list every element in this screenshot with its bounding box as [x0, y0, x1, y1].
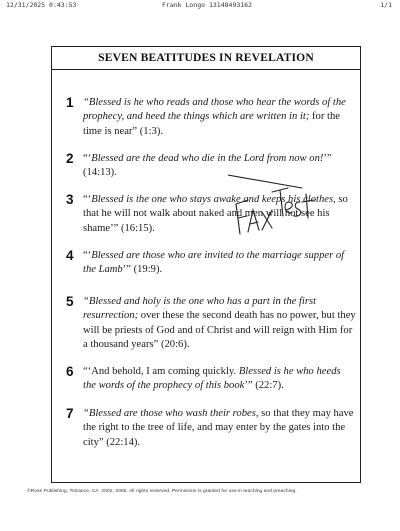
item-text-segment: Blessed is he who heeds the words of the prophecy of this book	[83, 366, 341, 392]
item-text-segment: Blessed are the dead who die in the Lord from now on!	[91, 153, 324, 164]
item-text	[83, 249, 356, 278]
item-number: 4	[66, 248, 74, 263]
item-text-segment: Blessed is the one who stays awake and keeps his clothes,	[91, 194, 336, 205]
fax-page-count: 1/1	[380, 1, 392, 9]
page-title: SEVEN BEATITUDES IN REVELATION	[98, 51, 314, 64]
copyright-footer: ©Rose Publishing, Torrance, CA. 2002, 2005. All rights reserved. Permission is granted for use in teaching and preaching.	[27, 489, 297, 494]
item-text-segment: ’” (14:13).	[83, 153, 332, 179]
item-text-segment: Blessed are those who are invited to the marriage supper of the Lamb	[83, 250, 345, 276]
item-text-segment: so that they may have the right to the tree of life, and may enter by the gates into the city” (22:14).	[83, 408, 354, 448]
item-number: 5	[66, 294, 74, 309]
fax-header	[6, 1, 392, 11]
item-text	[83, 365, 356, 394]
fax-sender: Frank Longo 13148493162	[162, 1, 253, 9]
title-divider	[52, 69, 360, 70]
item-text-segment: over these the second death has no power, but they will be priests of God and of Christ and will reign with Him for a thousand years” (20:6).	[83, 310, 356, 351]
fax-timestamp: 12/31/2025 0:43:53	[6, 1, 77, 9]
item-text-segment: “Blessed and holy is the one who has a part in the first resurrection;	[83, 296, 317, 322]
item-number: 3	[66, 192, 74, 207]
item-number: 7	[66, 406, 74, 421]
item-number: 6	[66, 364, 74, 379]
item-number: 2	[66, 151, 74, 166]
item-text	[83, 193, 356, 236]
item-text	[83, 152, 356, 181]
item-number: 1	[66, 95, 74, 110]
item-text-segment: “Blessed are those who wash their robes,	[83, 408, 259, 419]
document-frame	[51, 46, 361, 483]
item-text-segment: “Blessed is he who reads and those who hear the words of the prophecy, and heed the things which are written in it;	[83, 97, 346, 123]
item-text-segment: “‘And behold, I am coming quickly.	[83, 366, 239, 377]
item-text-segment: so that he will not walk about naked and men will not see his shame’” (16:15).	[83, 194, 348, 234]
item-text-segment: for the time is near” (1:3).	[83, 111, 340, 137]
item-text	[83, 295, 356, 353]
item-text	[83, 96, 356, 139]
item-text-segment: “‘	[83, 194, 92, 205]
item-text-segment: ’” (22:7).	[244, 380, 284, 392]
item-text-segment: “‘	[83, 153, 92, 164]
item-text-segment: “‘	[83, 250, 92, 261]
item-text	[83, 407, 356, 450]
item-text-segment: ’” (19:9).	[122, 264, 163, 276]
